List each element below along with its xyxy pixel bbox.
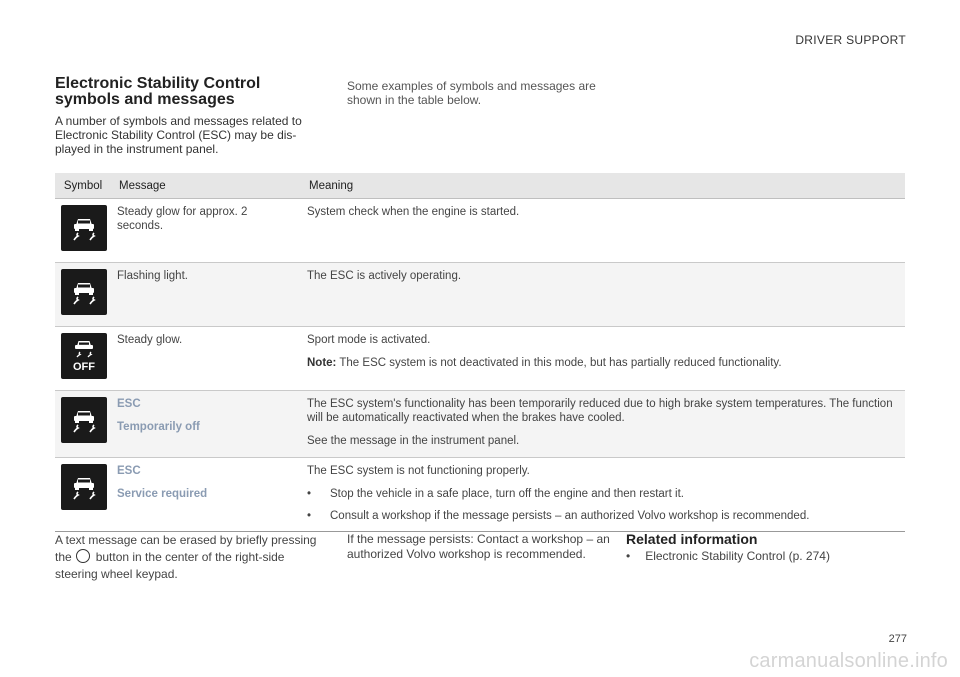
message-alert-title: ESC xyxy=(117,398,141,410)
table-row xyxy=(55,199,905,263)
esc-symbols-table xyxy=(55,173,905,532)
erase-message-note xyxy=(55,532,330,583)
message-cell: Flashing light. xyxy=(111,263,301,327)
esc-off-icon xyxy=(61,333,107,379)
related-link-text[interactable]: Electronic Stability Control (p. 274) xyxy=(645,549,830,563)
persist-message-note: If the message persists: Contact a workshop – an authorized Volvo workshop is recommended. xyxy=(347,532,610,561)
erase-note-part2: button in the center of the right-side steering wheel keypad. xyxy=(55,550,285,581)
esc-skid-icon xyxy=(61,205,107,251)
erase-note-part1: A text message can be erased by briefly pressing the xyxy=(55,533,317,564)
table-row xyxy=(55,327,905,391)
table-row xyxy=(55,391,905,458)
esc-skid-icon xyxy=(61,464,107,510)
related-info-link[interactable] xyxy=(626,549,830,563)
note-text: The ESC system is not deactivated in this mode, but has partially reduced functionality. xyxy=(339,357,782,369)
message-alert-detail: Service required xyxy=(117,488,208,500)
intro-paragraph-2: Some examples of symbols and messages are shown in the table below. xyxy=(347,79,596,107)
table-row xyxy=(55,263,905,327)
svg-text:OFF: OFF xyxy=(73,361,95,373)
intro-paragraph: A number of symbols and messages related to Electronic Stability Control (ESC) may be dis-played in the instrument panel. xyxy=(55,114,302,156)
keypad-button-icon xyxy=(76,549,90,563)
related-info-title: Related information xyxy=(626,531,758,547)
message-cell: Steady glow for approx. 2 seconds. xyxy=(111,199,301,263)
table-header-row xyxy=(55,173,905,199)
page-number: 277 xyxy=(888,633,907,645)
meaning-cell xyxy=(301,458,905,532)
list-item: • Stop the vehicle in a safe place, turn off the engine and then restart it. xyxy=(307,487,899,501)
action-list xyxy=(307,487,899,523)
column-header-message: Message xyxy=(111,173,301,199)
table-row xyxy=(55,458,905,532)
meaning-cell xyxy=(301,391,905,458)
message-alert-title: ESC xyxy=(117,465,141,477)
message-cell xyxy=(111,391,301,458)
note-label: Note: xyxy=(307,357,337,369)
esc-skid-icon xyxy=(61,397,107,443)
meaning-cell: The ESC is actively operating. xyxy=(301,263,905,327)
meaning-cell: System check when the engine is started. xyxy=(301,199,905,263)
meaning-text-2: See the message in the instrument panel. xyxy=(307,435,520,447)
esc-skid-icon xyxy=(61,269,107,315)
meaning-cell xyxy=(301,327,905,391)
meaning-note xyxy=(307,356,899,370)
page-title: Electronic Stability Control symbols and messages xyxy=(55,75,261,108)
meaning-text: The ESC system's functionality has been temporarily reduced due to high brake system temperatures. The function will be automatically reactivated when the brakes have cooled. xyxy=(307,398,893,424)
message-cell: Steady glow. xyxy=(111,327,301,391)
column-header-meaning: Meaning xyxy=(301,173,905,199)
message-alert-detail: Temporarily off xyxy=(117,421,200,433)
section-header: DRIVER SUPPORT xyxy=(795,33,906,47)
message-cell xyxy=(111,458,301,532)
bullet-icon: • xyxy=(626,549,631,563)
column-header-symbol: Symbol xyxy=(55,173,111,199)
watermark: carmanualsonline.info xyxy=(749,650,948,672)
meaning-text: The ESC system is not functioning properly. xyxy=(307,465,530,477)
list-item: • Consult a workshop if the message persists – an authorized Volvo workshop is recommended. xyxy=(307,509,899,523)
meaning-text: Sport mode is activated. xyxy=(307,334,431,346)
